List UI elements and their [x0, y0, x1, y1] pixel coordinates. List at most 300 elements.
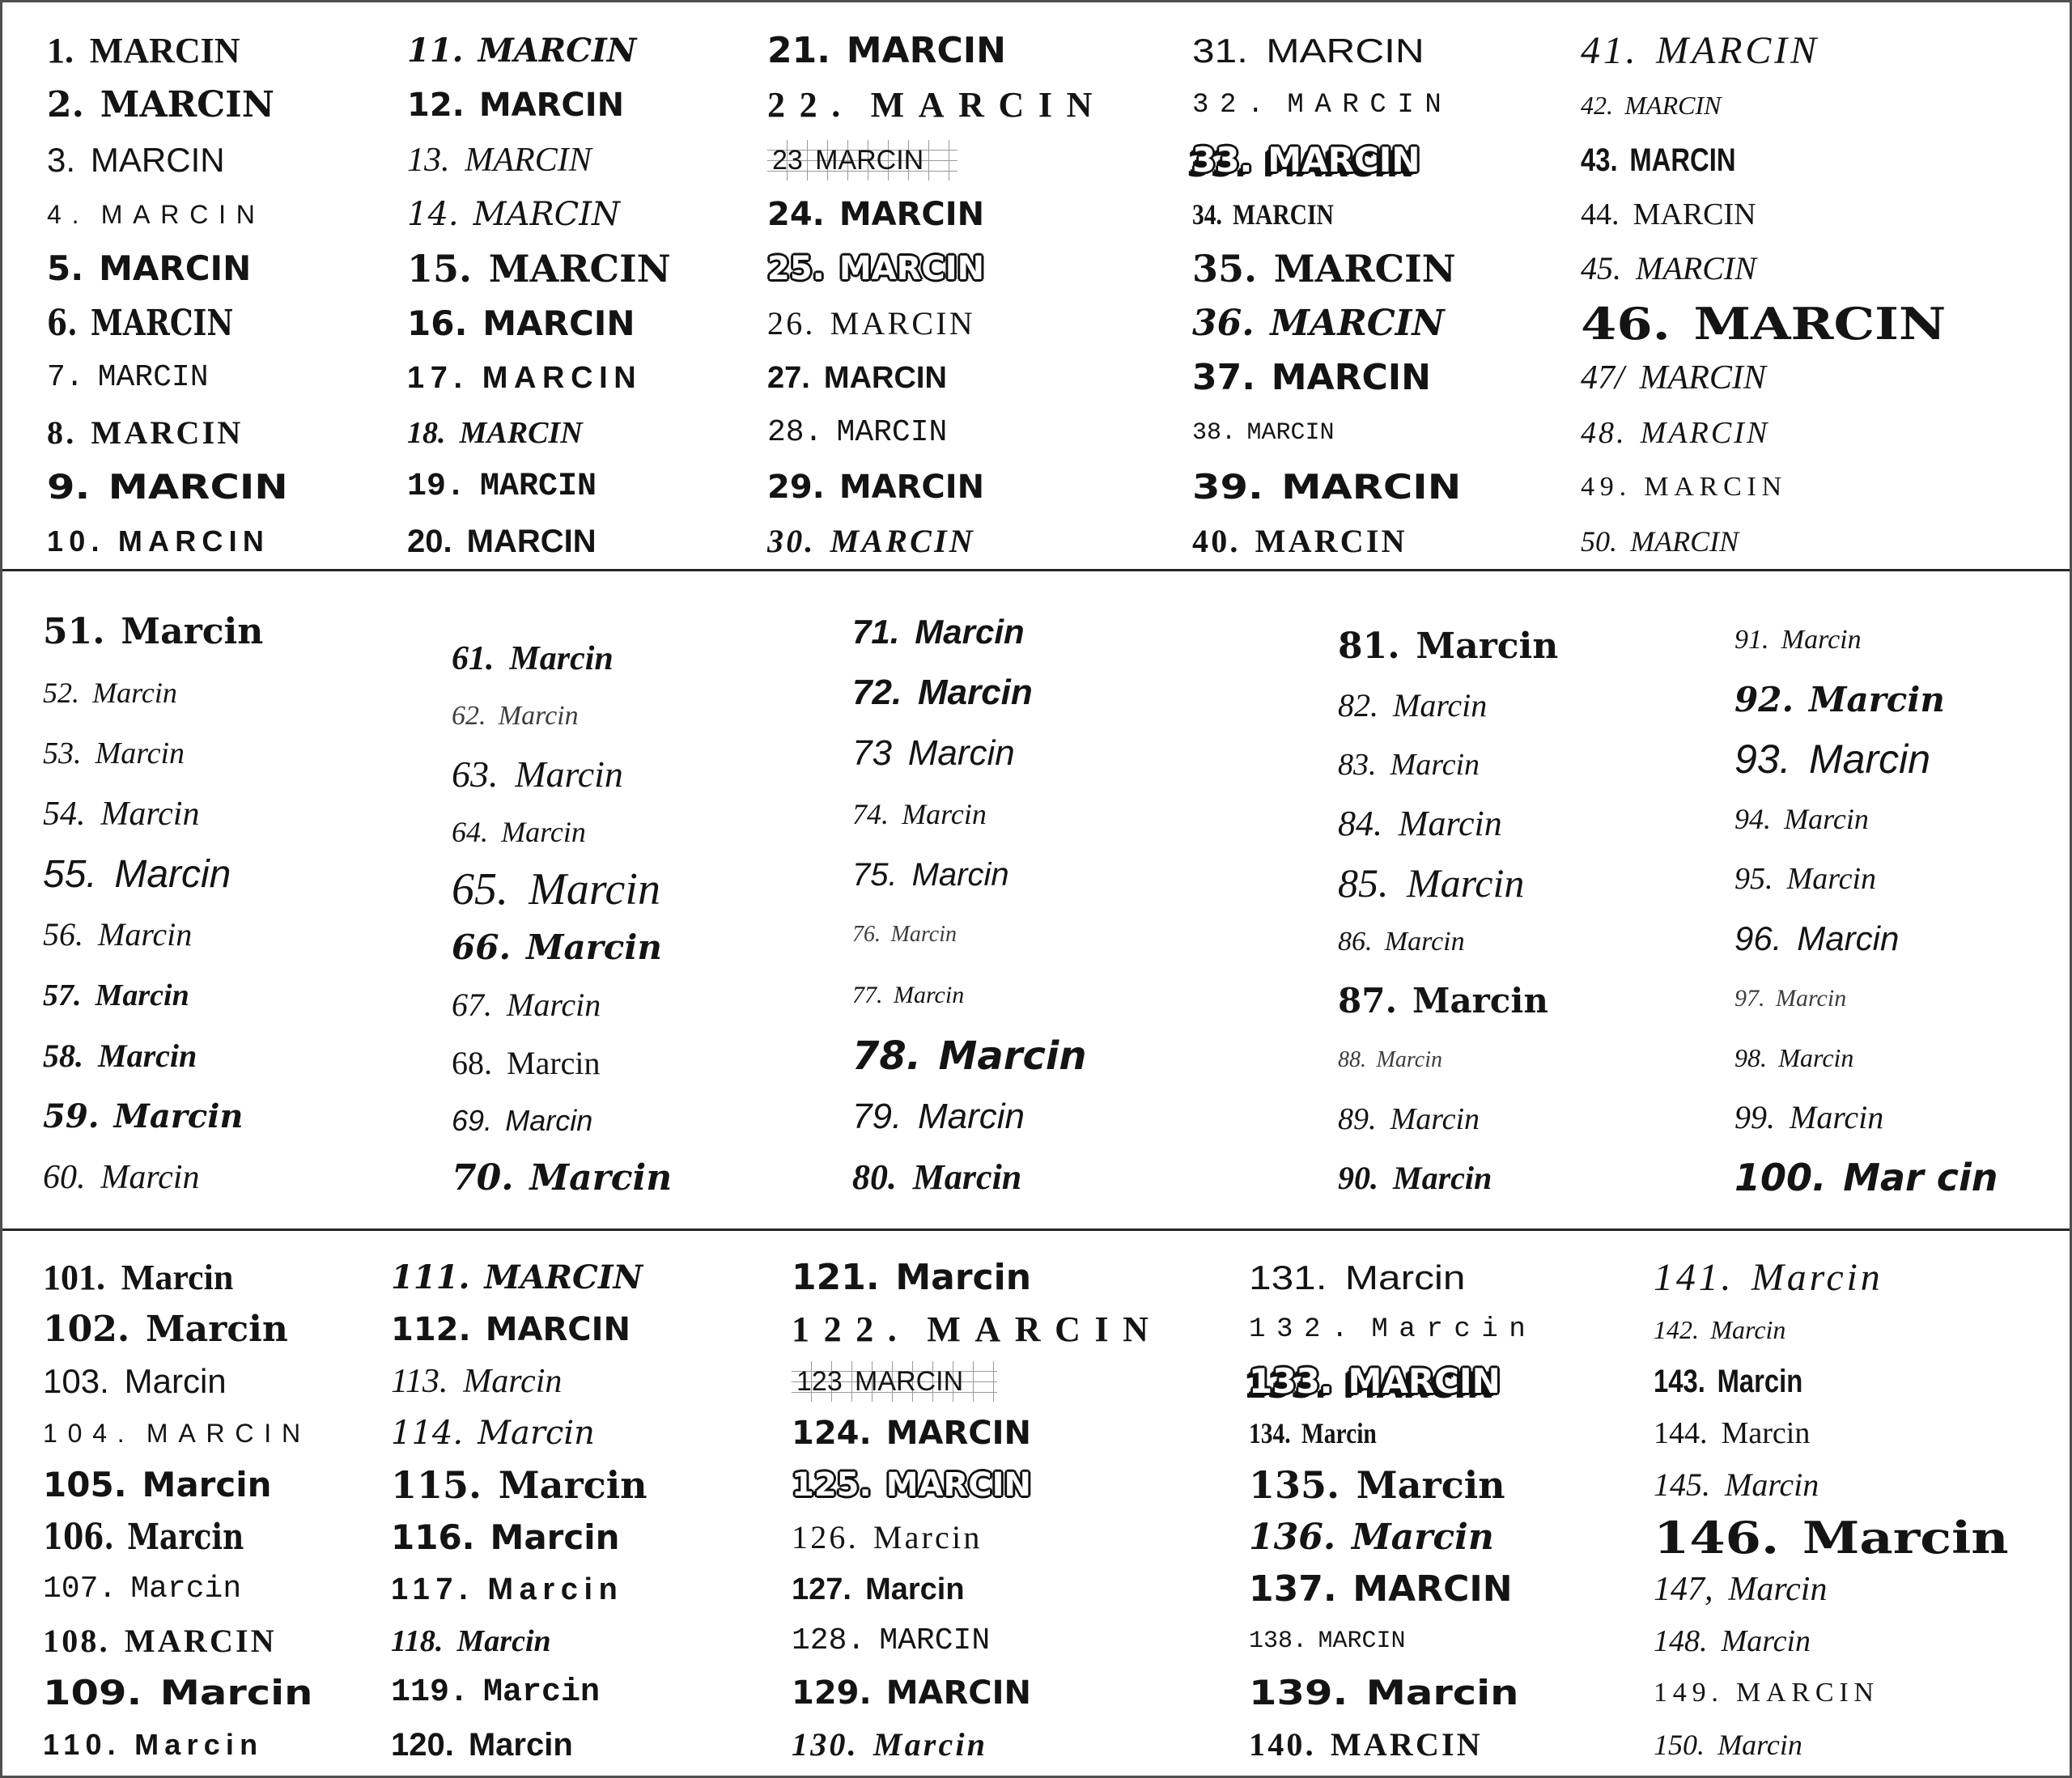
- font-number: 126.: [792, 1518, 859, 1555]
- font-number: 138.: [1249, 1627, 1308, 1655]
- font-sample-line: [1734, 679, 1945, 719]
- font-sample-43: [1581, 133, 2070, 187]
- section-fonts-51-100: [2, 571, 2070, 1228]
- font-column: [1581, 23, 2070, 569]
- font-sample-58: [43, 1026, 452, 1087]
- font-sample-line: [1192, 31, 1424, 70]
- font-sample-11: [407, 23, 767, 78]
- font-number: 15.: [407, 247, 473, 291]
- font-name-sample: MARCIN: [146, 1419, 311, 1449]
- font-sample-line: [852, 615, 1025, 649]
- font-name-sample: MARCIN: [1639, 359, 1766, 397]
- font-name-sample: MARCIN: [1629, 142, 1736, 178]
- font-sample-137: [1249, 1564, 1654, 1615]
- font-name-sample: Mar cin: [1843, 1156, 1998, 1200]
- font-number: 87.: [1338, 980, 1398, 1021]
- font-sample-line: [1338, 980, 1548, 1021]
- font-sample-76: [852, 905, 1338, 965]
- font-number: 21.: [767, 29, 830, 71]
- font-sample-82: [1338, 676, 1734, 735]
- font-sample-146: [1654, 1511, 2070, 1563]
- font-number: 38.: [1192, 418, 1237, 447]
- font-sample-38: [1192, 405, 1581, 460]
- font-sample-61: [452, 630, 852, 687]
- font-sample-130: [792, 1719, 1249, 1771]
- font-name-sample: MARCIN: [99, 248, 252, 289]
- font-name-sample: Marcin: [1797, 919, 1900, 957]
- font-name-sample: Marcin: [509, 639, 614, 677]
- font-sample-line: [1338, 928, 1465, 956]
- font-number: 18.: [407, 415, 446, 450]
- font-name-sample: Marcin: [507, 987, 601, 1024]
- font-sample-92: [1734, 670, 2070, 730]
- font-sample-line: [767, 87, 1106, 123]
- font-number: 73: [852, 732, 892, 773]
- font-sample-line: [452, 1103, 593, 1137]
- font-name-sample: Marcin: [498, 701, 579, 732]
- font-name-sample: Marcin: [92, 677, 177, 710]
- font-name-sample: MARCIN: [830, 304, 975, 342]
- font-number: 74.: [852, 797, 889, 830]
- font-sample-line: [452, 639, 614, 677]
- font-name-sample: Marcin: [907, 732, 1015, 773]
- font-name-sample: MARCIN: [1267, 139, 1420, 180]
- font-number: 52.: [43, 677, 79, 710]
- font-name-sample: Marcin: [1398, 803, 1502, 843]
- font-sample-line: [1249, 1672, 1519, 1712]
- font-number: 149.: [1654, 1677, 1724, 1708]
- font-sample-66: [452, 919, 852, 976]
- font-number: 127.: [792, 1572, 851, 1606]
- font-name-sample: MARCIN: [855, 1366, 964, 1398]
- font-sample-71: [852, 602, 1338, 663]
- font-name-sample: Marcin: [134, 1727, 264, 1761]
- font-sample-line: [407, 195, 620, 233]
- font-number: 95.: [1734, 862, 1773, 897]
- font-sample-line: [391, 1311, 631, 1349]
- font-sample-41: [1581, 23, 2070, 78]
- font-sample-line: [1654, 1730, 1802, 1759]
- font-sample-77: [852, 965, 1338, 1026]
- font-sample-16: [407, 296, 767, 350]
- font-number: 45.: [1581, 250, 1621, 287]
- font-name-sample: MARCIN: [1348, 1361, 1501, 1402]
- font-sample-56: [43, 905, 452, 965]
- font-sample-line: [1249, 1361, 1501, 1402]
- font-name-sample: Marcin: [113, 1097, 244, 1135]
- font-sample-20: [407, 515, 767, 569]
- font-name-sample: MARCIN: [1287, 90, 1453, 121]
- font-sample-31: [1192, 23, 1581, 78]
- font-sample-line: [1654, 1317, 1785, 1343]
- font-sample-140: [1249, 1719, 1654, 1771]
- font-number: 125.: [792, 1466, 872, 1504]
- font-number: 22.: [767, 85, 855, 125]
- font-sample-72: [852, 663, 1338, 724]
- font-sample-105: [43, 1459, 391, 1511]
- font-sample-5: [47, 242, 407, 296]
- font-number: 8.: [47, 414, 77, 451]
- font-number: 57.: [43, 978, 82, 1013]
- font-name-sample: Marcin: [498, 1463, 648, 1508]
- font-sample-133: [1249, 1356, 1654, 1407]
- font-sample-line: [1249, 1258, 1466, 1297]
- font-sample-line: [792, 1257, 1032, 1299]
- font-name-sample: Marcin: [130, 1571, 242, 1606]
- font-sample-line: [792, 1674, 1031, 1712]
- font-number: 67.: [452, 987, 492, 1024]
- font-sample-42: [1581, 78, 2070, 132]
- font-sample-114: [391, 1407, 792, 1459]
- font-name-sample: Marcin: [1390, 747, 1480, 782]
- font-column: [43, 1252, 391, 1771]
- font-number: 110.: [43, 1727, 121, 1761]
- font-sample-142: [1654, 1304, 2070, 1356]
- font-name-sample: MARCIN: [466, 524, 597, 560]
- font-number: 14.: [407, 195, 459, 233]
- font-sample-118: [391, 1615, 792, 1667]
- font-sample-81: [1338, 617, 1734, 676]
- font-number: 1.: [47, 30, 74, 70]
- font-number: 98.: [1734, 1043, 1767, 1073]
- font-sample-134: [1249, 1407, 1654, 1459]
- font-name-sample: MARCIN: [89, 30, 240, 70]
- font-name-sample: Marcin: [1412, 980, 1548, 1021]
- font-sample-46: [1581, 296, 2070, 350]
- font-sample-line: [452, 1157, 673, 1199]
- font-sample-line: [407, 87, 625, 125]
- font-sample-line: [43, 1309, 288, 1351]
- font-sample-line: [407, 247, 671, 291]
- font-number: 100.: [1734, 1156, 1827, 1200]
- font-sample-line: [1734, 1045, 1853, 1071]
- font-name-sample: MARCIN: [100, 199, 265, 229]
- font-number: 44.: [1581, 197, 1620, 231]
- font-name-sample: Marcin: [917, 673, 1033, 713]
- font-number: 85.: [1338, 859, 1389, 906]
- font-number: 117.: [391, 1572, 474, 1606]
- font-sample-73: [852, 724, 1338, 784]
- font-number: 102.: [43, 1309, 130, 1351]
- font-sample-94: [1734, 789, 2070, 849]
- font-sample-54: [43, 783, 452, 844]
- font-name-sample: Marcin: [1717, 1728, 1802, 1761]
- font-name-sample: Marcin: [468, 1726, 573, 1763]
- font-number: 118.: [391, 1623, 444, 1658]
- font-sample-6: [47, 296, 407, 350]
- font-sample-150: [1654, 1719, 2070, 1771]
- font-sample-144: [1654, 1407, 2070, 1459]
- font-number: 92.: [1734, 679, 1794, 719]
- font-sample-57: [43, 965, 452, 1026]
- font-sample-line: [1734, 626, 1862, 654]
- font-name-sample: Marcin: [938, 1033, 1087, 1079]
- font-sample-line: [792, 1466, 1031, 1504]
- font-name-sample: Marcin: [490, 1517, 620, 1557]
- font-number: 78.: [852, 1033, 922, 1079]
- font-sample-119: [391, 1667, 792, 1719]
- font-name-sample: MARCIN: [823, 361, 947, 396]
- font-name-sample: Marcin: [865, 1572, 965, 1606]
- font-sample-line: [43, 1571, 242, 1606]
- font-number: 120.: [391, 1726, 454, 1763]
- font-number: 39.: [1192, 466, 1263, 507]
- font-sample-line: [1654, 1511, 2009, 1564]
- font-sample-135: [1249, 1459, 1654, 1511]
- font-name-sample: Marcin: [95, 736, 185, 770]
- font-name-sample: Marcin: [1717, 1364, 1803, 1400]
- font-sample-line: [852, 983, 964, 1008]
- font-sample-99: [1734, 1088, 2070, 1148]
- font-column: [43, 602, 452, 1207]
- font-sample-15: [407, 242, 767, 296]
- font-number: 79.: [852, 1096, 902, 1136]
- font-sample-59: [43, 1086, 452, 1147]
- font-sample-line: [792, 1574, 965, 1605]
- font-name-sample: Marcin: [98, 1037, 197, 1074]
- font-sample-line: [47, 30, 240, 70]
- font-sample-121: [792, 1252, 1249, 1304]
- font-sample-line: [452, 702, 579, 730]
- font-name-sample: Marcin: [1790, 1099, 1884, 1136]
- font-name-sample: Marcin: [1301, 1417, 1377, 1450]
- font-sample-128: [792, 1615, 1249, 1667]
- font-number: 104.: [43, 1419, 135, 1449]
- font-number: 20.: [407, 524, 452, 560]
- font-name-sample: Marcin: [894, 982, 965, 1009]
- font-number: 64.: [452, 815, 488, 848]
- font-number: 66.: [452, 927, 512, 967]
- font-name-sample: Marcin: [100, 795, 200, 833]
- font-sample-line: [391, 1463, 648, 1508]
- font-sample-line: [1734, 1156, 1998, 1200]
- font-number: 105.: [43, 1465, 127, 1505]
- font-sample-line: [407, 143, 592, 177]
- font-sample-line: [47, 84, 274, 126]
- font-name-sample: Marcin: [873, 1725, 988, 1763]
- font-number: 40.: [1192, 523, 1241, 560]
- font-sample-line: [1249, 1629, 1406, 1653]
- font-sample-line: [1192, 525, 1408, 558]
- font-sample-line: [391, 1517, 620, 1557]
- font-name-sample: MARCIN: [117, 524, 270, 558]
- font-sample-line: [1192, 466, 1462, 507]
- font-number: 5.: [47, 248, 84, 289]
- font-number: 101.: [43, 1258, 105, 1298]
- font-sample-141: [1654, 1252, 2070, 1304]
- font-sample-line: [1581, 527, 1739, 556]
- font-sample-90: [1338, 1148, 1734, 1207]
- font-sample-line: [43, 611, 264, 653]
- font-sample-17: [407, 350, 767, 405]
- font-name-sample: MARCIN: [1246, 418, 1335, 447]
- font-name-sample: Marcin: [1376, 1046, 1442, 1072]
- font-number: 77.: [852, 982, 883, 1009]
- font-sample-line: [1581, 144, 1736, 176]
- font-sample-line: [43, 1158, 200, 1196]
- font-name-sample: Marcin: [529, 1157, 673, 1199]
- font-number: 60.: [43, 1158, 86, 1196]
- font-sample-68: [452, 1034, 852, 1092]
- font-sample-9: [47, 460, 407, 514]
- font-sample-149: [1654, 1667, 2070, 1719]
- font-sample-10: [47, 515, 407, 569]
- font-sample-line: [43, 1516, 244, 1558]
- font-column: [792, 1252, 1249, 1771]
- font-sample-line: [1192, 357, 1431, 399]
- font-column: [47, 23, 407, 569]
- font-number: 146.: [1654, 1511, 1780, 1564]
- font-sample-line: [43, 1037, 197, 1074]
- font-sample-line: [43, 1622, 277, 1659]
- font-number: 12.: [407, 87, 465, 125]
- font-number: 16.: [407, 303, 468, 343]
- font-name-sample: MARCIN: [879, 1623, 991, 1658]
- font-name-sample: Marcin: [1407, 859, 1525, 906]
- font-sample-line: [1192, 302, 1445, 344]
- font-name-sample: MARCIN: [478, 31, 637, 70]
- font-sample-125: [792, 1459, 1249, 1511]
- font-sample-line: [407, 525, 597, 558]
- font-sample-8: [47, 405, 407, 460]
- font-sample-51: [43, 602, 452, 663]
- font-name-sample: Marcin: [525, 927, 662, 967]
- font-sample-98: [1734, 1029, 2070, 1088]
- font-name-sample: MARCIN: [90, 302, 234, 344]
- font-sample-69: [452, 1092, 852, 1149]
- font-number: 145.: [1654, 1466, 1710, 1504]
- font-number: 122.: [792, 1309, 911, 1350]
- font-name-sample: MARCIN: [1636, 250, 1756, 287]
- font-name-sample: Marcin: [100, 1158, 200, 1196]
- font-sample-line: [1338, 625, 1559, 667]
- font-name-sample: MARCIN: [1255, 523, 1408, 560]
- font-sample-53: [43, 724, 452, 784]
- font-number: 34.: [1192, 197, 1222, 231]
- font-number: 106.: [43, 1516, 114, 1558]
- font-number: 81.: [1338, 625, 1400, 667]
- font-sample-line: [767, 29, 1006, 71]
- font-number: 147,: [1654, 1570, 1713, 1608]
- font-sample-line: [852, 797, 987, 830]
- font-sample-112: [391, 1304, 792, 1356]
- font-name-sample: MARCIN: [488, 247, 671, 291]
- font-number: 69.: [452, 1103, 493, 1137]
- font-number: 142.: [1654, 1315, 1699, 1345]
- font-number: 140.: [1249, 1725, 1316, 1763]
- font-sample-106: [43, 1511, 391, 1563]
- font-number: 56.: [43, 916, 83, 953]
- font-sample-18: [407, 405, 767, 460]
- font-sample-line: [391, 1574, 623, 1605]
- font-number: 84.: [1338, 803, 1382, 843]
- font-number: 32.: [1192, 90, 1276, 121]
- font-sample-line: [43, 1419, 311, 1449]
- font-sample-line: [1192, 139, 1420, 180]
- font-number: 96.: [1734, 919, 1782, 957]
- font-sample-111: [391, 1252, 792, 1304]
- font-sample-28: [767, 405, 1192, 460]
- font-sample-136: [1249, 1511, 1654, 1563]
- font-name-sample: Marcin: [515, 753, 623, 795]
- font-name-sample: MARCIN: [1330, 1725, 1483, 1763]
- font-number: 48.: [1581, 415, 1627, 450]
- font-name-sample: MARCIN: [1736, 1677, 1879, 1708]
- font-number: 83.: [1338, 747, 1377, 782]
- font-sample-50: [1581, 515, 2070, 569]
- font-sample-line: [792, 1725, 988, 1763]
- font-name-sample: Marcin: [145, 1309, 288, 1351]
- font-number: 72.: [852, 673, 902, 713]
- font-name-sample: MARCIN: [1644, 471, 1788, 502]
- font-sample-25: [767, 242, 1192, 296]
- font-number: 30.: [767, 523, 816, 560]
- font-name-sample: MARCIN: [1640, 415, 1770, 450]
- font-name-sample: Marcin: [1721, 1416, 1811, 1451]
- font-sample-127: [792, 1564, 1249, 1615]
- font-sample-138: [1249, 1615, 1654, 1667]
- font-sample-line: [767, 304, 975, 342]
- font-sample-line: [852, 732, 1015, 773]
- font-number: 129.: [792, 1674, 872, 1712]
- font-sample-3: [47, 133, 407, 187]
- font-number: 134.: [1249, 1417, 1291, 1450]
- font-number: 91.: [1734, 624, 1769, 655]
- font-name-sample: Marcin: [912, 1156, 1022, 1197]
- font-sample-107: [43, 1564, 391, 1615]
- font-sample-line: [43, 1097, 244, 1135]
- font-sample-line: [452, 927, 662, 967]
- font-name-sample: Marcin: [142, 1465, 272, 1505]
- font-name-sample: MARCIN: [1633, 197, 1756, 231]
- font-sample-line: [1654, 1572, 1827, 1606]
- font-name-sample: MARCIN: [927, 1309, 1163, 1350]
- font-name-sample: MARCIN: [1318, 1627, 1406, 1655]
- font-name-sample: MARCIN: [1656, 28, 1819, 72]
- font-sample-29: [767, 460, 1192, 514]
- font-name-sample: MARCIN: [1352, 1568, 1513, 1610]
- font-sample-44: [1581, 187, 2070, 241]
- font-number: 123: [796, 1366, 843, 1398]
- font-sample-33: [1192, 133, 1581, 187]
- font-number: 82.: [1338, 686, 1378, 724]
- font-name-sample: MARCIN: [97, 360, 209, 396]
- font-sample-line: [452, 1044, 601, 1081]
- font-name-sample: Marcin: [902, 797, 987, 830]
- font-name-sample: MARCIN: [1693, 297, 1947, 350]
- font-sample-line: [1249, 1419, 1377, 1448]
- font-name-sample: Marcin: [1393, 1159, 1492, 1196]
- font-sample-7: [47, 350, 407, 405]
- font-number: 43.: [1581, 142, 1618, 178]
- font-sample-line: [767, 140, 957, 180]
- font-column: [1338, 602, 1734, 1207]
- font-sample-line: [767, 250, 985, 288]
- font-sample-line: [1338, 749, 1480, 780]
- font-name-sample: MARCIN: [459, 415, 583, 450]
- font-name-sample: Marcin: [1351, 1516, 1494, 1558]
- font-sample-line: [852, 1096, 1025, 1136]
- font-name-sample: MARCIN: [1266, 31, 1424, 70]
- font-name-sample: Marcin: [124, 1362, 227, 1401]
- font-sample-120: [391, 1719, 792, 1771]
- font-sample-line: [1654, 1365, 1802, 1398]
- font-name-sample: MARCIN: [846, 29, 1006, 71]
- font-name-sample: MARCIN: [482, 361, 643, 396]
- font-number: 99.: [1734, 1099, 1775, 1136]
- font-number: 135.: [1249, 1463, 1340, 1508]
- font-sample-line: [43, 738, 185, 769]
